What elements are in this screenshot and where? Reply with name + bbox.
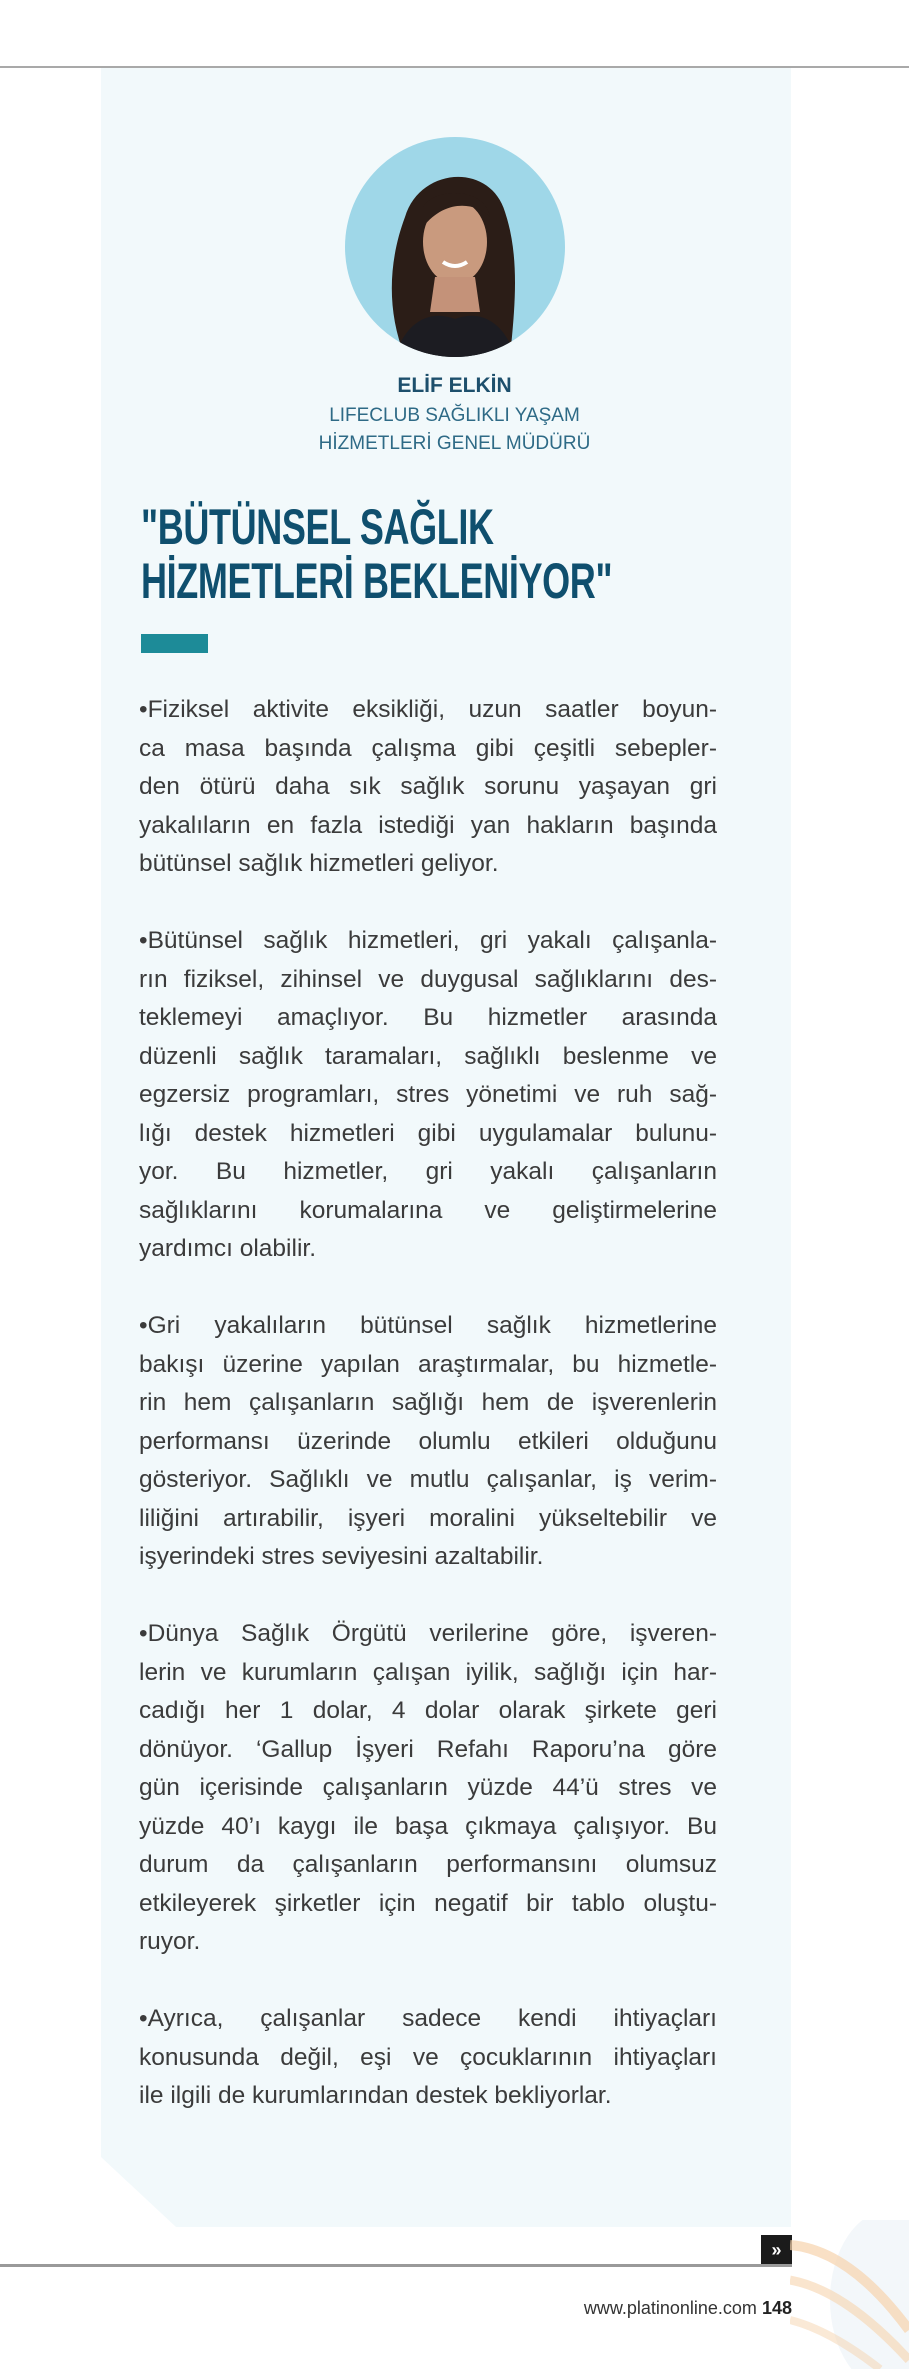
paragraph-line: sağlıklarını korumalarına ve geliştirmelerine [139, 1196, 717, 1224]
page-footer [584, 2298, 792, 2319]
bullet-paragraph [139, 691, 717, 884]
paragraph-line: lığı destek hizmetleri gibi uygulamalar bulunu- [139, 1119, 717, 1147]
website-link[interactable]: www.platinonline.com [583, 2298, 757, 2318]
paragraph-line: rın fiziksel, zihinsel ve duygusal sağlıklarını des- [139, 965, 717, 993]
decorative-rings [790, 2220, 909, 2369]
paragraph-line: işyerindeki stres seviyesini azaltabilir. [139, 1543, 544, 1570]
paragraph-line: rin hem çalışanların sağlığı hem de işverenlerin [139, 1389, 717, 1416]
paragraph-line: lerin ve kurumların çalışan iyilik, sağlığı için har- [139, 1658, 717, 1686]
paragraph-line: •Gri yakalıların bütünsel sağlık hizmetlerine [139, 1312, 717, 1339]
paragraph-line: den ötürü daha sık sağlık sorunu yaşayan gri [139, 773, 717, 800]
bullet-paragraph [139, 922, 717, 1269]
paragraph-line: •Bütünsel sağlık hizmetleri, gri yakalı çalışanla- [139, 927, 717, 954]
paragraph-line: düzenli sağlık taramaları, sağlıklı beslenme ve [139, 1042, 717, 1070]
paragraph-line: bakışı üzerine yapılan araştırmalar, bu hizmetle- [139, 1350, 717, 1378]
paragraph-line: bütünsel sağlık hizmetleri geliyor. [139, 850, 499, 877]
author-name: ELİF ELKİN [397, 374, 512, 397]
paragraph-line: gösteriyor. Sağlıklı ve mutlu çalışanlar, iş verim- [139, 1466, 717, 1493]
paragraph-line: cadığı her 1 dolar, 4 dolar olarak şirkete geri [139, 1697, 717, 1724]
paragraph-line: gün içerisinde çalışanların yüzde 44’ü stres ve [139, 1774, 717, 1801]
author-role-line1: LIFECLUB SAĞLIKLI YAŞAM [329, 405, 580, 426]
paragraph-line: ruyor. [139, 1928, 201, 1955]
paragraph-line: yakalıların en fazla istediği yan hakların başında [139, 811, 717, 839]
paragraph-line: ca masa başında çalışma gibi çeşitli sebepler- [139, 734, 717, 762]
paragraph-line: yor. Bu hizmetler, gri yakalı çalışanların [139, 1158, 717, 1185]
paragraph-line: etkileyerek şirketler için negatif bir tablo oluştu- [139, 1889, 717, 1917]
bullet-paragraph [139, 2000, 717, 2116]
paragraph-line: durum da çalışanların performansını olumsuz [139, 1851, 717, 1878]
accent-bar [141, 634, 208, 653]
paragraph-line: liliğini artırabilir, işyeri moralini yükseltebilir ve [139, 1504, 717, 1532]
paragraph-line: konusunda değil, eşi ve çocuklarının ihtiyaçları [139, 2043, 717, 2071]
headline [141, 500, 612, 608]
author-role-line2: HİZMETLERİ GENEL MÜDÜRÜ [318, 433, 591, 454]
paragraph-line: performansı üzerinde olumlu etkileri olduğunu [139, 1427, 717, 1455]
paragraph-line: ile ilgili de kurumlarından destek bekliyorlar. [139, 2082, 612, 2109]
profile-photo [345, 137, 565, 357]
paragraph-line: •Dünya Sağlık Örgütü verilerine göre, işveren- [139, 1620, 717, 1647]
next-page-button[interactable] [761, 2235, 792, 2267]
page-number: 148 [761, 2298, 792, 2318]
paragraph-line: •Fiziksel aktivite eksikliği, uzun saatler boyun- [139, 696, 717, 723]
headline-line1: "BÜTÜNSEL SAĞLIK [141, 499, 494, 555]
paragraph-line: egzersiz programları, stres yönetimi ve ruh sağ- [139, 1081, 717, 1108]
article-body [139, 691, 717, 2154]
paragraph-line: yardımcı olabilir. [139, 1235, 317, 1262]
paragraph-line: dönüyor. ‘Gallup İşyeri Refahı Raporu’na göre [139, 1735, 717, 1763]
bottom-divider [0, 2264, 792, 2267]
paragraph-line: teklemeyi amaçlıyor. Bu hizmetler arasında [139, 1004, 717, 1031]
double-chevron-right-icon: » [771, 2240, 782, 2260]
paragraph-line: •Ayrıca, çalışanlar sadece kendi ihtiyaçları [139, 2005, 717, 2032]
bullet-paragraph [139, 1615, 717, 1962]
headline-line2: HİZMETLERİ BEKLENİYOR" [141, 553, 613, 609]
bullet-paragraph [139, 1307, 717, 1577]
top-divider [0, 66, 909, 68]
paragraph-line: yüzde 40’ı kaygı ile başa çıkmaya çalışıyor. Bu [139, 1812, 717, 1840]
